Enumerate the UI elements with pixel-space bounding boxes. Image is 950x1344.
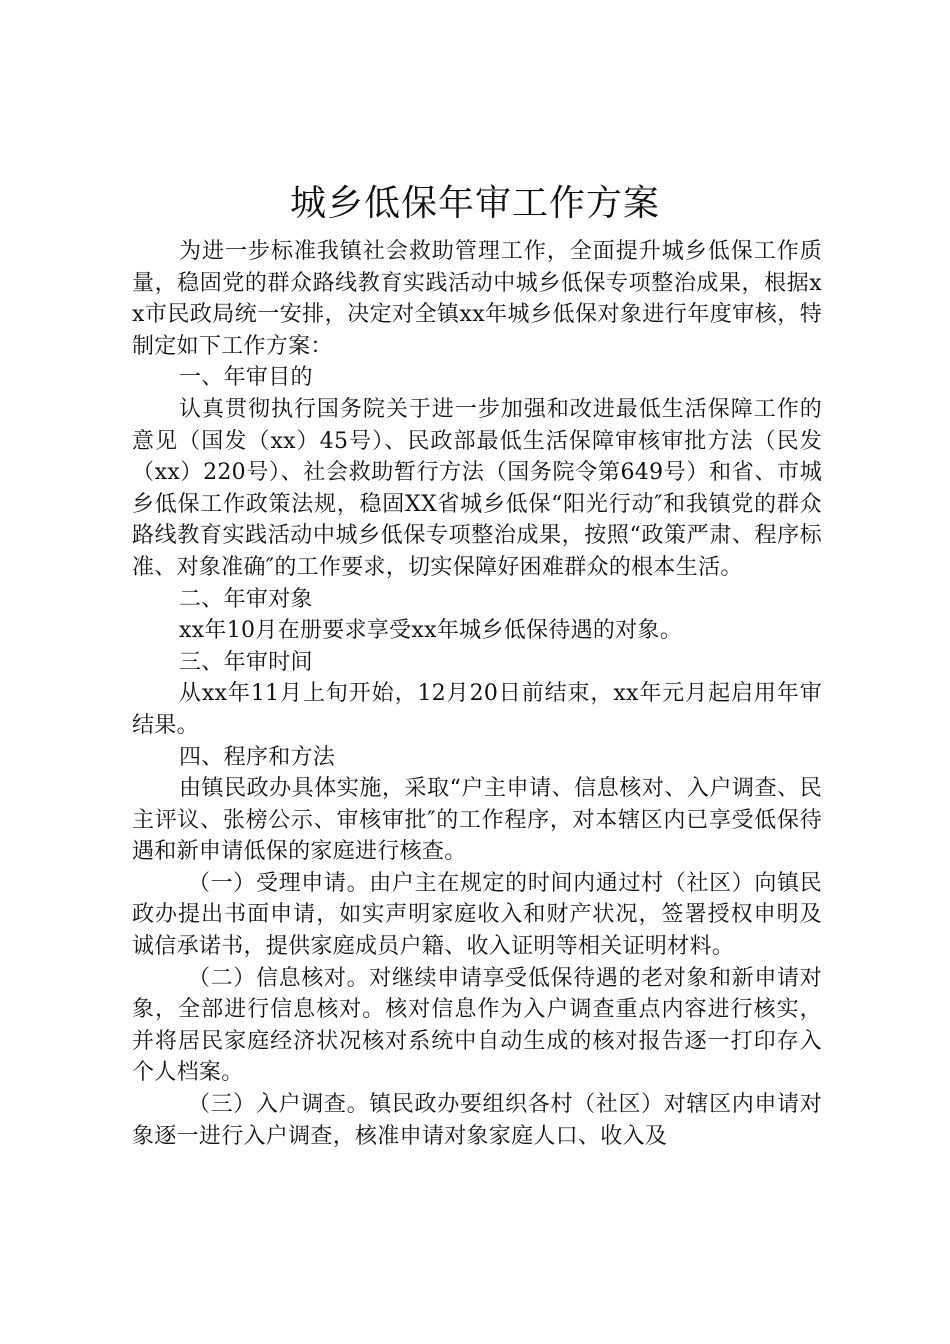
paragraph-procedure: 由镇民政办具体实施，采取“户主申请、信息核对、入户调查、民主评议、张榜公示、审核审批″的工作程序，对本辖区内已享受低保待遇和新申请低保的家庭进行核查。 [132, 776, 822, 865]
paragraph-targets: xx年10月在册要求享受xx年城乡低保待遇的对象。 [179, 618, 683, 644]
paragraph-accept-application: （一）受理申请。由户主在规定的时间内通过村（社区）向镇民政办提出书面申请，如实声明家庭收入和财产状况，签署授权申明及诚信承诺书，提供家庭成员户籍、收入证明等相关证明材料。 [132, 870, 822, 960]
paragraph-time: 从xx年11月上旬开始，12月20日前结束，xx年元月起启用年审结果。 [132, 681, 822, 738]
paragraph-purpose: 认真贯彻执行国务院关于进一步加强和改进最低生活保障工作的意见（国发（xx）45号）、民政部最低生活保障审核审批方法（民发（xx）220号）、社会救助暂行方法（国务院令第649号）和省、市城乡低保工作政策法规，稳固XX省城乡低保“阳光行动″和我镇党的群众路线教育实践活动中城乡低保专项整治成果，按照“政策严肃、程序标准、对象准确″的工作要求，切实保障好困难群众的根本生活。 [132, 396, 822, 580]
heading-targets: 二、年审对象 [179, 586, 313, 612]
paragraph-home-survey: （三）入户调查。镇民政办要组织各村（社区）对辖区内申请对象逐一进行入户调查，核准申请对象家庭人口、收入及 [132, 1092, 822, 1149]
paragraph-intro: 为进一步标准我镇社会救助管理工作，全面提升城乡低保工作质量，稳固党的群众路线教育实践活动中城乡低保专项整治成果，根据xx市民政局统一安排，决定对全镇xx年城乡低保对象进行年度审核，特制定如下工作方案： [132, 239, 822, 359]
document-title: 城乡低保年审工作方案 [289, 183, 660, 224]
paragraph-info-check: （二）信息核对。对继续申请享受低保待遇的老对象和新申请对象，全部进行信息核对。核对信息作为入户调查重点内容进行核实，并将居民家庭经济状况核对系统中自动生成的核对报告逐一打印存入个人档案。 [132, 965, 822, 1086]
heading-procedure: 四、程序和方法 [179, 744, 336, 770]
heading-purpose: 一、年审目的 [179, 365, 313, 391]
document-body [132, 236, 822, 1152]
heading-time: 三、年审时间 [179, 649, 313, 675]
